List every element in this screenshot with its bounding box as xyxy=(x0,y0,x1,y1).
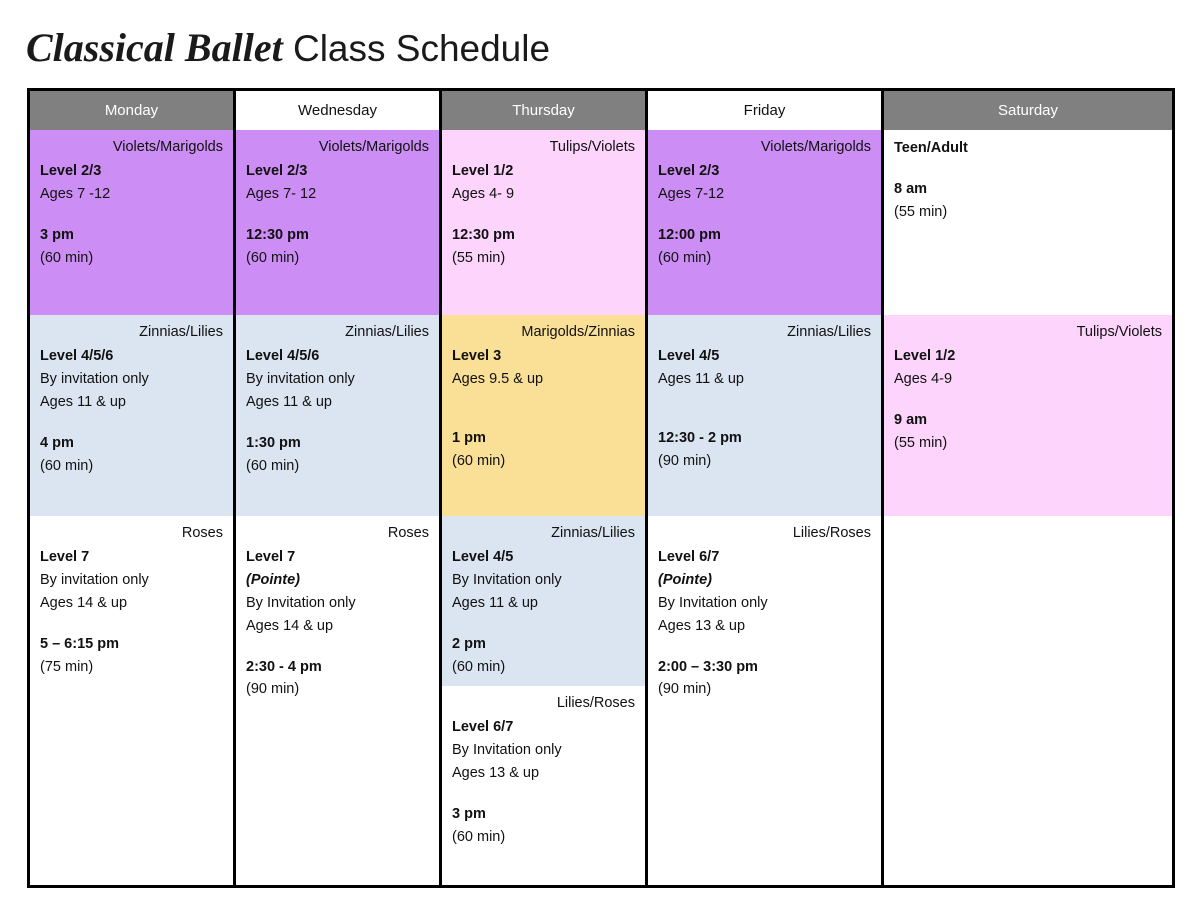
empty-block-saturday xyxy=(884,516,1172,885)
class-time: 9 am xyxy=(894,411,928,428)
class-time: 1:30 pm xyxy=(246,434,301,451)
class-level: Level 6/7 xyxy=(658,548,720,565)
spacer xyxy=(658,206,871,224)
class-time: 2:30 - 4 pm xyxy=(246,658,322,675)
page-title xyxy=(26,24,550,71)
spacer xyxy=(894,391,1162,409)
class-note: Ages 14 & up xyxy=(40,594,128,611)
class-time: 2 pm xyxy=(452,635,486,652)
day-header-saturday: Saturday xyxy=(884,91,1172,130)
spacer xyxy=(40,615,223,633)
column-wednesday xyxy=(236,91,442,885)
spacer xyxy=(246,414,429,432)
class-time: 5 – 6:15 pm xyxy=(40,635,119,652)
class-level: Level 1/2 xyxy=(894,347,956,364)
class-duration: (55 min) xyxy=(894,203,948,220)
class-flowers: Zinnias/Lilies xyxy=(345,324,429,340)
class-note: Ages 7 -12 xyxy=(40,185,111,202)
class-duration: (55 min) xyxy=(894,434,948,451)
class-time: 2:00 – 3:30 pm xyxy=(658,658,758,675)
class-duration: (90 min) xyxy=(658,452,712,469)
column-friday xyxy=(648,91,884,885)
class-flowers: Lilies/Roses xyxy=(792,525,871,541)
page-title-rest: Class Schedule xyxy=(282,28,551,69)
class-note: By Invitation only xyxy=(246,594,356,611)
page-title-emphasis: Classical Ballet xyxy=(26,25,283,70)
class-duration: (90 min) xyxy=(658,681,712,698)
class-duration: (75 min) xyxy=(40,658,94,675)
spacer xyxy=(40,414,223,432)
class-level: Level 3 xyxy=(452,347,502,364)
column-saturday xyxy=(884,91,1172,885)
spacer xyxy=(246,638,429,656)
class-note: By Invitation only xyxy=(658,594,768,611)
class-note: By invitation only xyxy=(246,370,355,387)
class-flowers: Violets/Marigolds xyxy=(112,139,223,155)
spacer xyxy=(246,206,429,224)
class-note: Ages 14 & up xyxy=(246,617,334,634)
class-block-friday-1[interactable] xyxy=(648,130,881,315)
spacer xyxy=(452,785,635,803)
class-flowers: Zinnias/Lilies xyxy=(787,324,871,340)
class-flowers: Marigolds/Zinnias xyxy=(521,324,635,340)
class-note: By Invitation only xyxy=(452,742,562,759)
class-level: Level 4/5/6 xyxy=(246,347,320,364)
class-time: 8 am xyxy=(894,180,928,197)
class-note: By invitation only xyxy=(40,370,149,387)
class-duration: (60 min) xyxy=(452,828,506,845)
spacer xyxy=(452,615,635,633)
class-flowers: Roses xyxy=(387,525,429,541)
class-note: Ages 7- 12 xyxy=(246,185,317,202)
class-time: 1 pm xyxy=(452,429,486,446)
class-level: Level 2/3 xyxy=(246,162,308,179)
class-block-thursday-4[interactable] xyxy=(442,686,645,885)
class-note: By invitation only xyxy=(40,571,149,588)
class-time: 3 pm xyxy=(40,226,74,243)
class-note: Ages 11 & up xyxy=(40,393,126,410)
class-level-note: (Pointe) xyxy=(246,571,300,588)
class-time: 12:30 pm xyxy=(246,226,309,243)
spacer xyxy=(658,409,871,427)
class-duration: (60 min) xyxy=(246,457,300,474)
class-note: Ages 13 & up xyxy=(452,765,540,782)
class-block-saturday-2[interactable] xyxy=(884,315,1172,516)
day-header-thursday: Thursday xyxy=(442,91,645,130)
class-duration: (90 min) xyxy=(246,681,300,698)
class-duration: (60 min) xyxy=(658,249,712,266)
class-note: Ages 4-9 xyxy=(894,370,953,387)
class-note: Ages 11 & up xyxy=(452,594,538,611)
class-flowers: Lilies/Roses xyxy=(556,695,635,712)
class-note: Ages 4- 9 xyxy=(452,185,515,202)
schedule-table xyxy=(27,88,1175,888)
class-flowers: Violets/Marigolds xyxy=(318,139,429,155)
class-duration: (60 min) xyxy=(452,452,506,469)
class-block-monday-1[interactable] xyxy=(30,130,233,315)
class-level: Teen/Adult xyxy=(894,140,968,156)
class-block-friday-3[interactable] xyxy=(648,516,881,885)
class-block-wednesday-3[interactable] xyxy=(236,516,439,885)
class-level: Level 4/5 xyxy=(452,548,514,565)
class-flowers: Zinnias/Lilies xyxy=(551,525,635,541)
class-level-note: (Pointe) xyxy=(658,571,712,588)
class-flowers: Violets/Marigolds xyxy=(760,139,871,155)
class-flowers: Roses xyxy=(181,525,223,541)
class-time: 12:30 - 2 pm xyxy=(658,429,742,446)
day-header-friday: Friday xyxy=(648,91,881,130)
class-note: By Invitation only xyxy=(452,571,562,588)
class-block-wednesday-2[interactable] xyxy=(236,315,439,516)
class-note: Ages 13 & up xyxy=(658,617,746,634)
class-level: Level 2/3 xyxy=(40,162,102,179)
class-time: 12:00 pm xyxy=(658,226,721,243)
class-block-friday-2[interactable] xyxy=(648,315,881,516)
class-flowers: Tulips/Violets xyxy=(549,139,635,155)
class-duration: (60 min) xyxy=(40,249,94,266)
class-level: Level 4/5 xyxy=(658,347,720,364)
class-duration: (55 min) xyxy=(452,249,506,266)
spacer xyxy=(40,206,223,224)
class-note: Ages 11 & up xyxy=(246,393,332,410)
class-level: Level 6/7 xyxy=(452,719,514,736)
day-header-monday: Monday xyxy=(30,91,233,130)
day-header-wednesday: Wednesday xyxy=(236,91,439,130)
class-duration: (60 min) xyxy=(40,457,94,474)
class-block-monday-2[interactable] xyxy=(30,315,233,516)
column-thursday xyxy=(442,91,648,885)
class-block-thursday-1[interactable] xyxy=(442,130,645,315)
class-flowers: Tulips/Violets xyxy=(1076,324,1162,340)
spacer xyxy=(658,638,871,656)
class-time: 4 pm xyxy=(40,434,74,451)
class-block-wednesday-1[interactable] xyxy=(236,130,439,315)
class-note: Ages 11 & up xyxy=(658,370,744,387)
class-block-thursday-3[interactable] xyxy=(442,516,645,686)
spacer xyxy=(452,391,635,409)
class-level: Level 7 xyxy=(246,548,296,565)
class-note: Ages 9.5 & up xyxy=(452,370,544,387)
class-level: Level 4/5/6 xyxy=(40,347,114,364)
class-block-thursday-2[interactable] xyxy=(442,315,645,516)
spacer xyxy=(452,409,635,427)
class-flowers: Zinnias/Lilies xyxy=(139,324,223,340)
class-level: Level 1/2 xyxy=(452,162,514,179)
class-block-saturday-1[interactable] xyxy=(884,130,1172,315)
column-monday xyxy=(30,91,236,885)
class-note: Ages 7-12 xyxy=(658,185,725,202)
spacer xyxy=(894,160,1162,178)
class-block-monday-3[interactable] xyxy=(30,516,233,885)
spacer xyxy=(452,206,635,224)
class-duration: (60 min) xyxy=(452,658,506,675)
class-duration: (60 min) xyxy=(246,249,300,266)
spacer xyxy=(658,391,871,409)
class-level: Level 7 xyxy=(40,548,90,565)
class-time: 12:30 pm xyxy=(452,226,515,243)
class-time: 3 pm xyxy=(452,806,486,823)
class-level: Level 2/3 xyxy=(658,162,720,179)
